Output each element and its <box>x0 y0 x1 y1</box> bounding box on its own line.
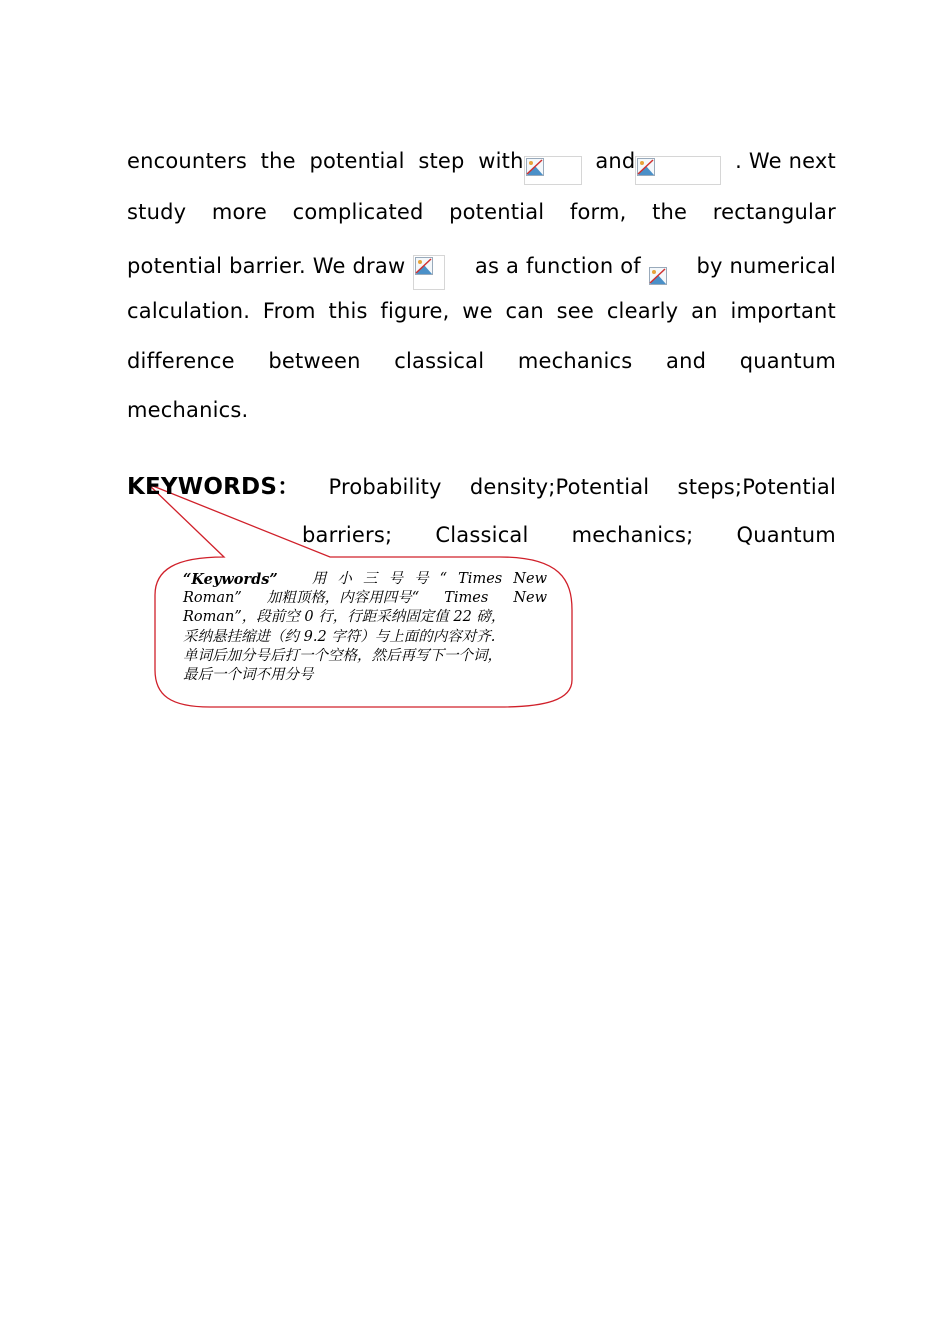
equation-image-placeholder <box>635 156 721 185</box>
word: step <box>418 148 465 173</box>
callout-word: 加粗顶格，内容用四号“ <box>266 590 420 607</box>
word: potential <box>449 200 545 224</box>
keywords-line-1 <box>127 473 836 501</box>
word: an <box>691 299 718 323</box>
word: important <box>730 299 836 323</box>
word: we <box>462 299 493 323</box>
word: difference <box>127 349 235 373</box>
callout-word: 三 <box>362 571 378 587</box>
callout-word: Times <box>444 590 489 607</box>
keyword-word: barriers; <box>302 523 393 547</box>
word: with <box>478 148 524 173</box>
word: see <box>556 299 595 323</box>
callout-word: 小 <box>337 571 352 587</box>
keyword-word: Classical <box>435 523 529 547</box>
callout-line-1 <box>183 570 547 589</box>
equation-image-placeholder <box>413 255 445 290</box>
word: encounters <box>127 148 247 173</box>
broken-image-icon <box>526 158 544 176</box>
word: classical <box>394 349 485 373</box>
equation-image-placeholder <box>524 156 582 185</box>
callout-keywords-term: “Keywords” <box>183 571 278 588</box>
word: the <box>652 200 688 224</box>
paragraph-line-6 <box>127 396 836 424</box>
word: figure, <box>380 299 450 323</box>
word: and <box>666 349 707 373</box>
word: more <box>211 200 268 224</box>
text-run: as a function of <box>474 253 641 278</box>
word: the <box>260 148 296 173</box>
keyword-word: density;Potential <box>469 475 650 499</box>
keywords-line-2 <box>302 521 836 549</box>
callout-line-3: Roman”，段前空 0 行，行距采纳固定值 22 磅， <box>183 609 506 626</box>
paragraph-line-2 <box>127 198 836 226</box>
paragraph-line-5 <box>127 347 836 375</box>
comment-callout-text <box>183 570 547 685</box>
keyword-word: steps;Potential <box>677 475 836 499</box>
keywords-label: KEYWORDS： <box>127 474 301 500</box>
word: quantum <box>739 349 836 373</box>
word: study <box>127 200 187 224</box>
word: mechanics <box>517 349 633 373</box>
text-run: by numerical <box>696 253 836 278</box>
word: . We next <box>735 148 836 173</box>
callout-word: Times <box>458 571 503 587</box>
word: potential <box>309 148 405 173</box>
callout-word: 号 <box>388 571 404 587</box>
word: form, <box>569 200 627 224</box>
paragraph-line-3 <box>127 241 836 290</box>
broken-image-icon <box>415 257 433 275</box>
keyword-word: mechanics; <box>571 523 694 547</box>
callout-line-6: 最后一个词不用分号 <box>183 667 314 684</box>
word: can <box>505 299 544 323</box>
word: between <box>268 349 361 373</box>
broken-image-icon <box>649 267 667 285</box>
word: rectangular <box>712 200 836 224</box>
broken-image-icon <box>637 158 655 176</box>
callout-line-2 <box>183 589 547 608</box>
callout-word: “ <box>439 571 448 587</box>
keyword-word: Probability <box>328 475 442 499</box>
callout-word: New <box>513 590 547 607</box>
callout-line-4: 采纳悬挂缩进（约 9.2 字符）与上面的内容对齐. <box>183 628 496 645</box>
callout-line-5: 单词后加分号后打一个空格，然后再写下一个词， <box>183 647 502 664</box>
word: mechanics. <box>127 398 249 422</box>
callout-word: New <box>513 571 547 587</box>
paragraph-line-1 <box>127 136 836 185</box>
word: calculation. <box>127 299 251 323</box>
word: From <box>262 299 316 323</box>
callout-word: Roman” <box>183 590 242 607</box>
word: complicated <box>292 200 424 224</box>
text-run: potential barrier. We draw <box>127 253 406 278</box>
paragraph-line-4 <box>127 297 836 325</box>
keyword-word: Quantum <box>736 523 836 547</box>
callout-word: 用 <box>311 571 327 587</box>
word: clearly <box>606 299 679 323</box>
word: and <box>595 148 636 173</box>
callout-word: 号 <box>414 571 429 587</box>
equation-image-placeholder <box>649 264 667 282</box>
word: this <box>328 299 368 323</box>
